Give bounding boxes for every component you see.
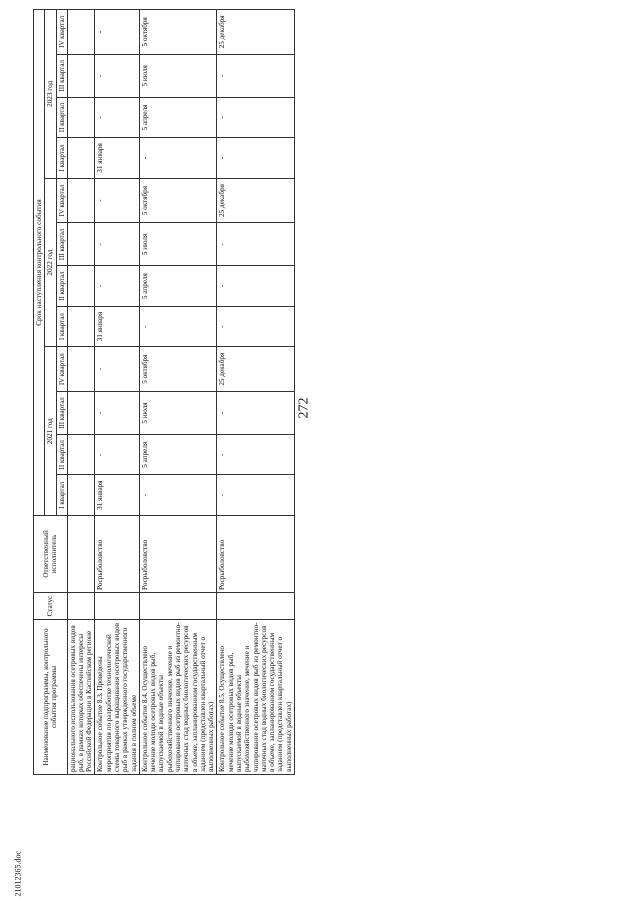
header-responsible: Ответственный исполнитель (34, 516, 68, 593)
deadline-cell: 25 декабря (217, 178, 295, 223)
event-name-cell: Контрольное событие 8.5. Осуществлено мечение молоди осетровых видов рыб, выпускаемой в водные объекты рыбохозяйственного значение, мечение и чипирование осетровых видов рыб из ремонтно-маточных стад водных биологических ресурсов в объеме, запланированном государственным заданием (представлен квартальный отчет о выполненных работах) (217, 620, 295, 775)
status-cell (67, 593, 95, 620)
deadline-cell: - (95, 97, 139, 137)
deadline-cell: 31 января (95, 306, 139, 347)
deadline-cell: 5 апреля (139, 97, 217, 137)
deadline-cell: - (139, 475, 217, 516)
table-body (67, 10, 294, 775)
deadline-cell: 5 июля (139, 54, 217, 97)
deadline-cell (67, 54, 95, 97)
quarter-header: IV квартал (56, 178, 67, 223)
deadline-cell: 5 октября (139, 347, 217, 392)
quarter-header: II квартал (56, 266, 67, 306)
deadline-cell: - (95, 223, 139, 266)
responsible-cell: Росрыболовство (139, 516, 217, 593)
quarter-header: I квартал (56, 306, 67, 347)
deadline-cell: - (139, 306, 217, 347)
header-name: Наименование подпрограммы, контрольного события программы (34, 620, 68, 775)
deadline-cell (67, 178, 95, 223)
deadline-cell (67, 347, 95, 392)
quarter-header: I квартал (56, 475, 67, 516)
status-cell (217, 593, 295, 620)
deadline-cell (67, 306, 95, 347)
deadline-cell: - (217, 475, 295, 516)
deadline-cell: 5 апреля (139, 435, 217, 475)
deadline-cell: - (95, 54, 139, 97)
deadline-cell (67, 138, 95, 179)
event-name-cell: рационального использования осетровых видов рыб, в рамках которых обеспечены интересы Российской Федерации в Каспийском регионе (67, 620, 95, 775)
responsible-cell: Росрыболовство (217, 516, 295, 593)
deadline-cell: - (95, 10, 139, 55)
deadline-cell (67, 223, 95, 266)
deadline-cell: - (217, 306, 295, 347)
responsible-cell (67, 516, 95, 593)
page-number: 272 (296, 397, 312, 419)
deadline-cell: - (95, 347, 139, 392)
deadline-cell: - (139, 138, 217, 179)
header-deadline: Срок наступления контрольного события (34, 10, 45, 516)
quarter-header: III квартал (56, 54, 67, 97)
deadline-cell: - (95, 178, 139, 223)
deadline-cell: 5 октября (139, 178, 217, 223)
header-year-2021: 2021 год (45, 347, 56, 516)
header-status: Статус (34, 593, 68, 620)
quarter-header: III квартал (56, 223, 67, 266)
quarter-header: II квартал (56, 435, 67, 475)
table-row (217, 10, 295, 775)
quarter-header: IV квартал (56, 10, 67, 55)
footer-filename: 21012365.doc (13, 850, 23, 897)
deadline-cell: - (217, 435, 295, 475)
deadline-cell: - (217, 97, 295, 137)
deadline-cell: - (217, 266, 295, 306)
deadline-cell: - (217, 391, 295, 434)
deadline-cell: 5 июля (139, 223, 217, 266)
header-year-2023: 2023 год (45, 10, 56, 179)
header-year-2022: 2022 год (45, 178, 56, 347)
quarter-header: I квартал (56, 138, 67, 179)
table-row (67, 10, 95, 775)
deadline-cell (67, 97, 95, 137)
deadline-cell: 31 января (95, 475, 139, 516)
deadline-cell (67, 435, 95, 475)
deadline-cell (67, 10, 95, 55)
table-row (139, 10, 217, 775)
deadline-cell (67, 266, 95, 306)
quarter-header: II квартал (56, 97, 67, 137)
deadline-cell: 5 июля (139, 391, 217, 434)
quarter-header: III квартал (56, 391, 67, 434)
responsible-cell: Росрыболовство (95, 516, 139, 593)
deadline-cell: 31 января (95, 138, 139, 179)
deadline-cell: - (217, 138, 295, 179)
quarter-header: IV квартал (56, 347, 67, 392)
deadline-cell: 25 декабря (217, 10, 295, 55)
table-row (95, 10, 139, 775)
status-cell (95, 593, 139, 620)
deadline-cell: - (217, 223, 295, 266)
deadline-cell (67, 391, 95, 434)
deadline-cell: 25 декабря (217, 347, 295, 392)
deadline-cell (67, 475, 95, 516)
schedule-table (33, 9, 295, 775)
deadline-cell: - (95, 266, 139, 306)
deadline-cell: - (95, 435, 139, 475)
event-name-cell: Контрольное событие 8.3. Проведены мероприятия по разработке технологической схемы товарного выращивания осетровых видов рыб в рамках утвержденного государственного задания в полном объеме (95, 620, 139, 775)
deadline-cell: 5 апреля (139, 266, 217, 306)
event-name-cell: Контрольное событие 8.4. Осуществлено мечение молоди осетровых видов рыб, выпускаемой в водные объекты рыбохозяйственного значение, мечение и чипирование осетровых видов рыб из ремонтно-маточных стад водных биологических ресурсов в объеме, запланированном государственным заданием (представлен квартальный отчет о выполненных работах) (139, 620, 217, 775)
deadline-cell: 5 октября (139, 10, 217, 55)
deadline-cell: - (95, 391, 139, 434)
deadline-cell: - (217, 54, 295, 97)
status-cell (139, 593, 217, 620)
